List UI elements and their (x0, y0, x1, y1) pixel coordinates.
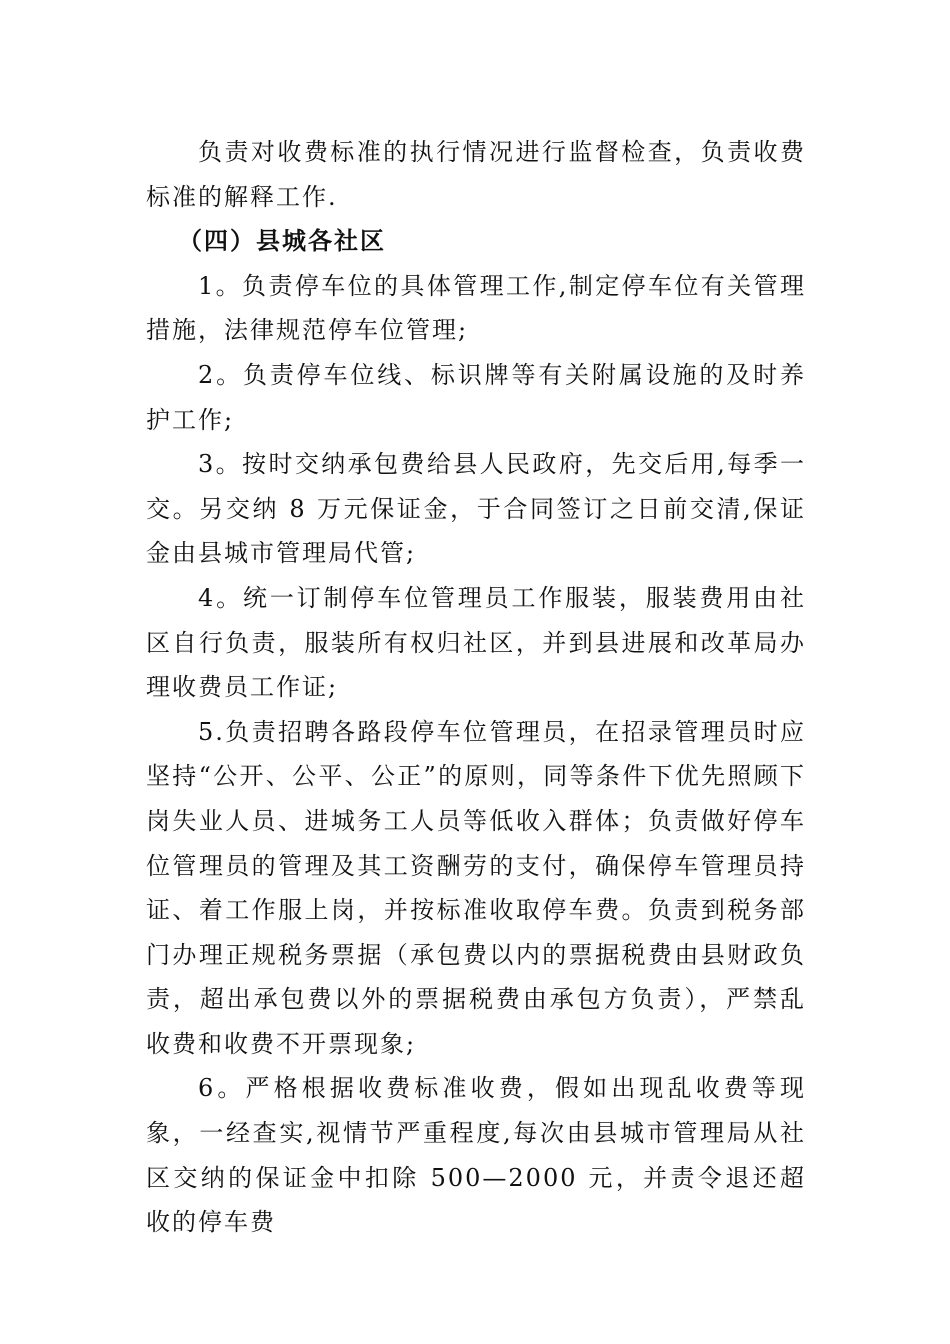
list-item-4: 4。统一订制停车位管理员工作服装，服装费用由社区自行负责，服装所有权归社区，并到县进展和改革局办理收费员工作证; (146, 583, 806, 702)
section-heading: （四）县城各社区 (178, 227, 386, 256)
list-item-6: 6。严格根据收费标准收费，假如出现乱收费等现象，一经查实,视情节严重程度,每次由县城市管理局从社区交纳的保证金中扣除 500—2000 元，并责令退还超收的停车费 (146, 1074, 806, 1237)
document-body (146, 130, 806, 1245)
list-item-1: 1。负责停车位的具体管理工作,制定停车位有关管理措施，法律规范停车位管理; (146, 271, 806, 345)
list-item-3: 3。按时交纳承包费给县人民政府，先交后用,每季一交。另交纳 8 万元保证金，于合同签订之日前交清,保证金由县城市管理局代管; (146, 450, 806, 568)
list-item-2: 2。负责停车位线、标识牌等有关附属设施的及时养护工作; (146, 360, 806, 434)
intro-paragraph: 负责对收费标准的执行情况进行监督检查，负责收费标准的解释工作. (146, 138, 806, 211)
list-item-5: 5.负责招聘各路段停车位管理员，在招录管理员时应坚持“公开、公平、公正”的原则，同等条件下优先照顾下岗失业人员、进城务工人员等低收入群体；负责做好停车位管理员的管理及其工资酬劳的支付，确保停车管理员持证、着工作服上岗，并按标准收取停车费。负责到税务部门办理正规税务票据（承包费以内的票据税费由县财政负责，超出承包费以外的票据税费由承包方负责），严禁乱收费和收费不开票现象; (146, 717, 806, 1058)
